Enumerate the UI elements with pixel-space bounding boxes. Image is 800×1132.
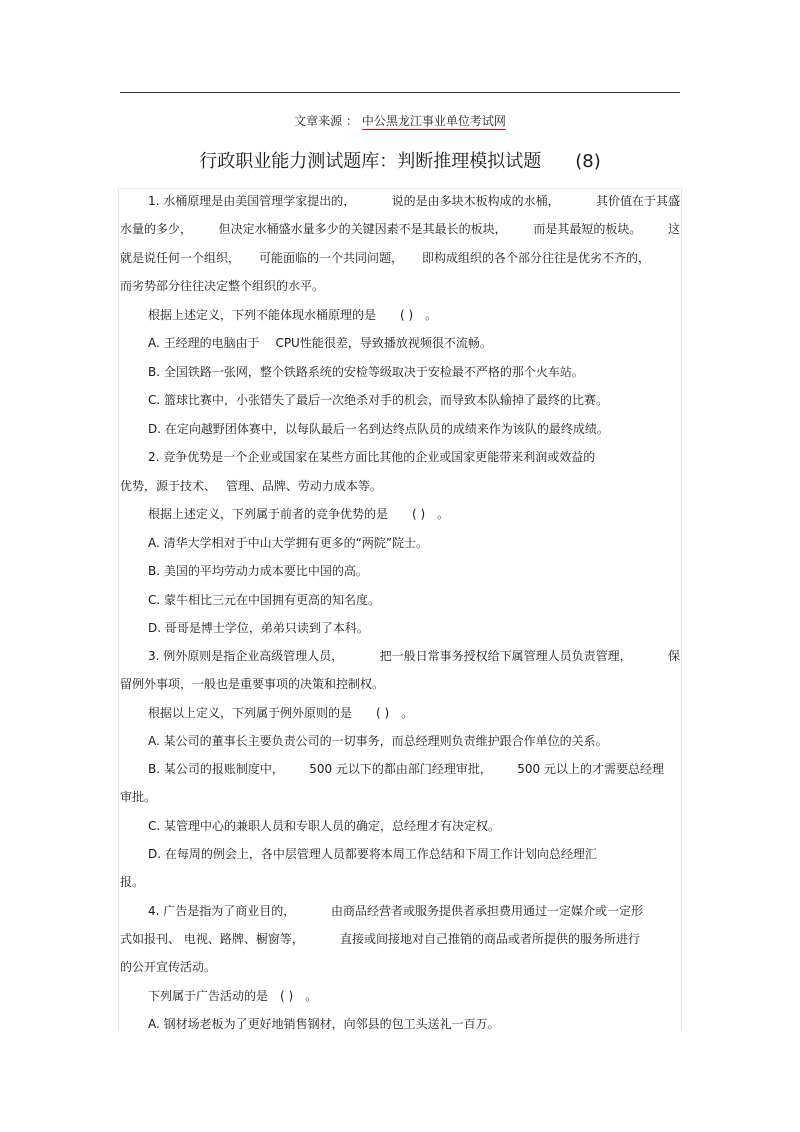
source-line xyxy=(120,113,680,129)
q1-prompt: 根据上述定义，下列不能体现水桶原理的是 ( ) 。 xyxy=(148,308,438,322)
header-rule xyxy=(120,92,680,93)
q1-definition-line-2: 水量的多少， 但决定水桶盛水量多少的关键因素不是其最长的板块， 而是其最短的板块。 这 xyxy=(120,222,680,236)
q2-option-d: D. 哥哥是博士学位，弟弟只读到了本科。 xyxy=(148,621,369,635)
q1-option-d: D. 在定向越野团体赛中，以每队最后一名到达终点队员的成绩来作为该队的最终成绩。 xyxy=(148,422,609,436)
q3-option-d-cont: 报。 xyxy=(120,875,145,889)
q1-option-a: A. 王经理的电脑由于 CPU性能很差，导致播放视频很不流畅。 xyxy=(148,336,492,350)
q4-definition-line-2: 式如报刊、 电视、路牌、橱窗等， 直接或间接地对自己推销的商品或者所提供的服务所进行 xyxy=(120,932,640,946)
q2-option-a: A. 清华大学相对于中山大学拥有更多的“两院”院士。 xyxy=(148,536,429,550)
q1-option-c: C. 篮球比赛中，小张错失了最后一次绝杀对手的机会，而导致本队输掉了最终的比赛。 xyxy=(148,393,609,407)
q4-prompt: 下列属于广告活动的是 ( ) 。 xyxy=(148,989,318,1003)
q3-option-a: A. 某公司的董事长主要负责公司的一切事务，而总经理则负责维护跟合作单位的关系。 xyxy=(148,734,608,748)
q3-definition-line-1: 3. 例外原则是指企业高级管理人员， 把一般日常事务授权给下属管理人员负责管理， 保 xyxy=(148,649,680,663)
q2-definition-line-2: 优势，源于技术、 管理、品牌、劳动力成本等。 xyxy=(120,479,382,493)
q2-prompt: 根据上述定义，下列属于前者的竞争优势的是 ( ) 。 xyxy=(148,507,450,521)
page-title xyxy=(120,150,680,174)
source-label: 文章来源 ： xyxy=(294,114,358,128)
q1-definition-line-3: 就是说任何一个组织， 可能面临的一个共同问题， 即构成组织的各个部分往往是优劣不齐的， xyxy=(120,251,650,265)
q1-definition-line-1: 1. 水桶原理是由美国管理学家提出的， 说的是由多块木板构成的水桶， 其价值在于其盛 xyxy=(148,194,680,208)
title-text: 行政职业能力测试题库：判断推理模拟试题 xyxy=(199,151,542,172)
title-number: (8) xyxy=(575,151,601,172)
source-link[interactable]: 中公黑龙江事业单位考试网 xyxy=(361,114,506,128)
q1-option-b: B. 全国铁路一张网，整个铁路系统的安检等级取决于安检最不严格的那个火车站。 xyxy=(148,365,584,379)
q3-definition-line-2: 留例外事项，一般也是重要事项的决策和控制权。 xyxy=(120,677,385,691)
q3-option-b-cont: 审批。 xyxy=(120,790,157,804)
q2-option-b: B. 美国的平均劳动力成本要比中国的高。 xyxy=(148,564,368,578)
q2-definition-line-1: 2. 竞争优势是一个企业或国家在某些方面比其他的企业或国家更能带来利润或效益的 xyxy=(148,450,596,464)
q4-definition-line-3: 的公开宣传活动。 xyxy=(120,960,217,974)
q3-option-b: B. 某公司的报账制度中， 500 元以下的都由部门经理审批， 500 元以上的才需要总经理 xyxy=(148,762,664,776)
q3-option-d: D. 在每周的例会上，各中层管理人员都要将本周工作总结和下周工作计划向总经理汇 xyxy=(148,847,597,861)
q3-option-c: C. 某管理中心的兼职人员和专职人员的确定，总经理才有决定权。 xyxy=(148,819,501,833)
q1-definition-line-4: 而劣势部分往往决定整个组织的水平。 xyxy=(120,279,325,293)
q4-option-a: A. 钢材场老板为了更好地销售钢材，向邻县的包工头送礼一百万。 xyxy=(148,1017,500,1031)
q2-option-c: C. 蒙牛相比三元在中国拥有更高的知名度。 xyxy=(148,593,381,607)
q4-definition-line-1: 4. 广告是指为了商业目的， 由商品经营者或服务提供者承担费用通过一定媒介或一定形 xyxy=(148,904,643,918)
q3-prompt: 根据以上定义，下列属于例外原则的是 ( ) 。 xyxy=(148,706,414,720)
